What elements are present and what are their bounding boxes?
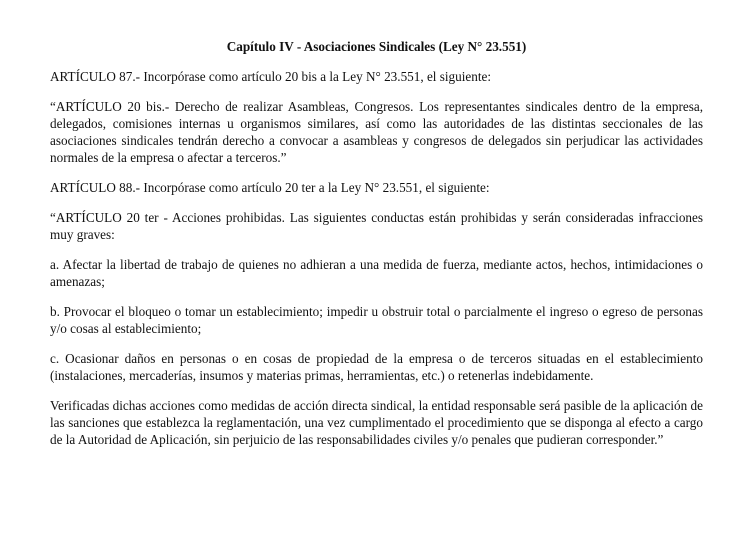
paragraph-article-88: ARTÍCULO 88.- Incorpórase como artículo 20 ter a la Ley N° 23.551, el siguiente: (50, 180, 490, 195)
paragraph-item-c: c. Ocasionar daños en personas o en cosas de propiedad de la empresa o de terceros situadas en el establecimiento (instalaciones, mercaderías, insumos y materias primas, herramientas, etc.) o retenerlas indebidamente. (50, 351, 703, 383)
paragraph-article-20-ter: “ARTÍCULO 20 ter - Acciones prohibidas. Las siguientes conductas están prohibidas y serán consideradas infracciones muy graves: (50, 210, 703, 242)
paragraph-article-20-bis: “ARTÍCULO 20 bis.- Derecho de realizar Asambleas, Congresos. Los representantes sindicales dentro de la empresa, delegados, comisiones internas u organismos similares, así como las autoridades de las distintas seccionales de las asociaciones sindicales tendrán derecho a convocar a asambleas y congresos de delegados sin perjudicar las actividades normales de la empresa o afectar a terceros.” (50, 99, 703, 165)
paragraph-item-b: b. Provocar el bloqueo o tomar un establecimiento; impedir u obstruir total o parcialmente el ingreso o egreso de personas y/o cosas al establecimiento; (50, 304, 703, 336)
paragraph-item-a: a. Afectar la libertad de trabajo de quienes no adhieran a una medida de fuerza, mediante actos, hechos, intimidaciones o amenazas; (50, 257, 703, 289)
paragraph-sanctions: Verificadas dichas acciones como medidas de acción directa sindical, la entidad responsable será pasible de la aplicación de las sanciones que establezca la reglamentación, una vez cumplimentado el procedimiento que se disponga al efecto a cargo de la Autoridad de Aplicación, sin perjuicio de las responsabilidades civiles y/o penales que pudieran corresponder.” (50, 398, 703, 447)
document-page (50, 0, 703, 448)
paragraph-article-87: ARTÍCULO 87.- Incorpórase como artículo 20 bis a la Ley N° 23.551, el siguiente: (50, 69, 492, 84)
chapter-title: Capítulo IV - Asociaciones Sindicales (Ley N° 23.551) (226, 39, 527, 54)
